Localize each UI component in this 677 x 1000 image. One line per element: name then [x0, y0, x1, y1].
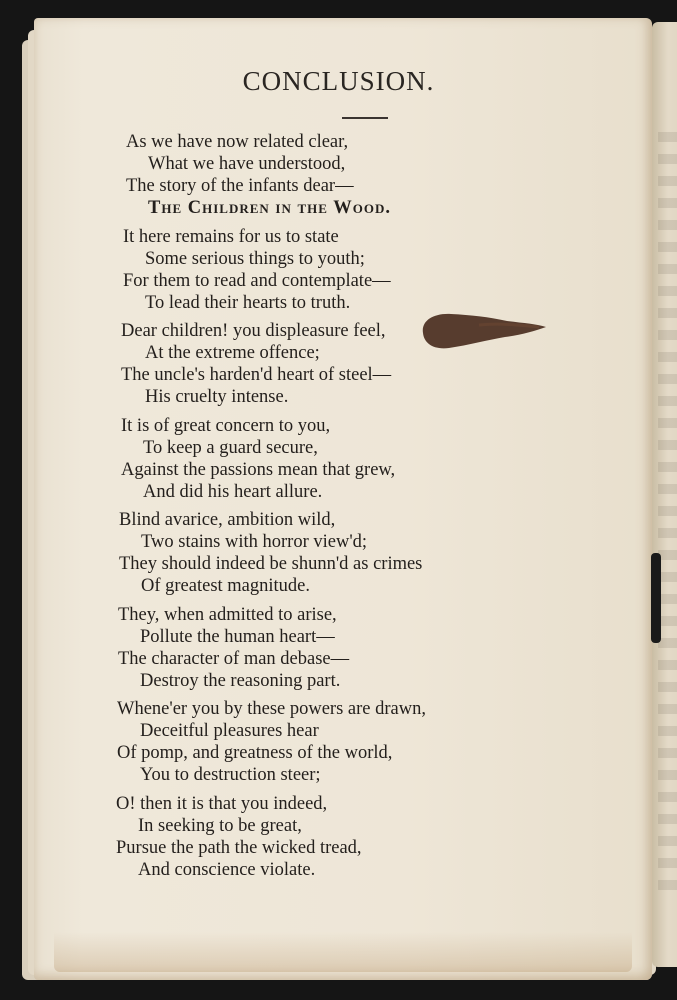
poem-line: To lead their hearts to truth. — [145, 292, 351, 313]
poem-line: Two stains with horror view'd; — [141, 532, 368, 552]
poem-line: Blind avarice, ambition wild, — [119, 510, 336, 530]
poem-line: Some serious things to youth; — [145, 248, 365, 269]
stanza — [0, 793, 677, 881]
poem-line: You to destruction steer; — [140, 765, 321, 785]
page-foxing — [54, 932, 632, 972]
poem-line: Pollute the human heart— — [140, 626, 335, 647]
poem-line: His cruelty intense. — [145, 387, 289, 407]
poem-line: What we have understood, — [148, 154, 346, 174]
poem-line: They should indeed be shunn'd as crimes — [119, 554, 423, 574]
stanza — [0, 131, 677, 219]
poem-line: As we have now related clear, — [126, 132, 349, 152]
stanza — [0, 320, 677, 408]
stanza — [0, 509, 677, 597]
stanza — [0, 415, 677, 503]
poem-line: It here remains for us to state — [123, 226, 339, 247]
poem-line: And did his heart allure. — [143, 481, 323, 502]
poem-line: Dear children! you displeasure feel, — [121, 321, 386, 341]
poem-line: Of pomp, and greatness of the world, — [117, 743, 393, 763]
poem-line: Destroy the reasoning part. — [140, 670, 341, 691]
ink-stain — [419, 309, 547, 351]
poem-line: At the extreme offence; — [145, 343, 320, 363]
poem-line: Whene'er you by these powers are drawn, — [117, 699, 426, 719]
poem-line: The uncle's harden'd heart of steel— — [121, 365, 392, 385]
page-title: CONCLUSION. — [242, 66, 435, 96]
stanza — [0, 604, 677, 692]
poem-line: And conscience violate. — [138, 859, 316, 880]
poem-line: Of greatest magnitude. — [141, 576, 311, 596]
poem-line: They, when admitted to arise, — [118, 604, 337, 625]
poem-line: The Children in the Wood. — [148, 198, 391, 218]
poem-line: To keep a guard secure, — [143, 437, 318, 458]
poem-line: It is of great concern to you, — [121, 415, 331, 436]
poem-line: In seeking to be great, — [138, 815, 302, 836]
poem-line: The character of man debase— — [118, 648, 350, 669]
poem — [0, 131, 677, 887]
poem-line: For them to read and contemplate— — [123, 270, 391, 291]
poem-line: Deceitful pleasures hear — [140, 721, 319, 741]
poem-line: Against the passions mean that grew, — [121, 459, 396, 480]
title-rule — [342, 117, 388, 119]
poem-line: O! then it is that you indeed, — [116, 793, 328, 814]
stanza — [0, 698, 677, 786]
poem-line: Pursue the path the wicked tread, — [116, 837, 362, 858]
stanza — [0, 226, 677, 314]
poem-line: The story of the infants dear— — [126, 176, 354, 196]
